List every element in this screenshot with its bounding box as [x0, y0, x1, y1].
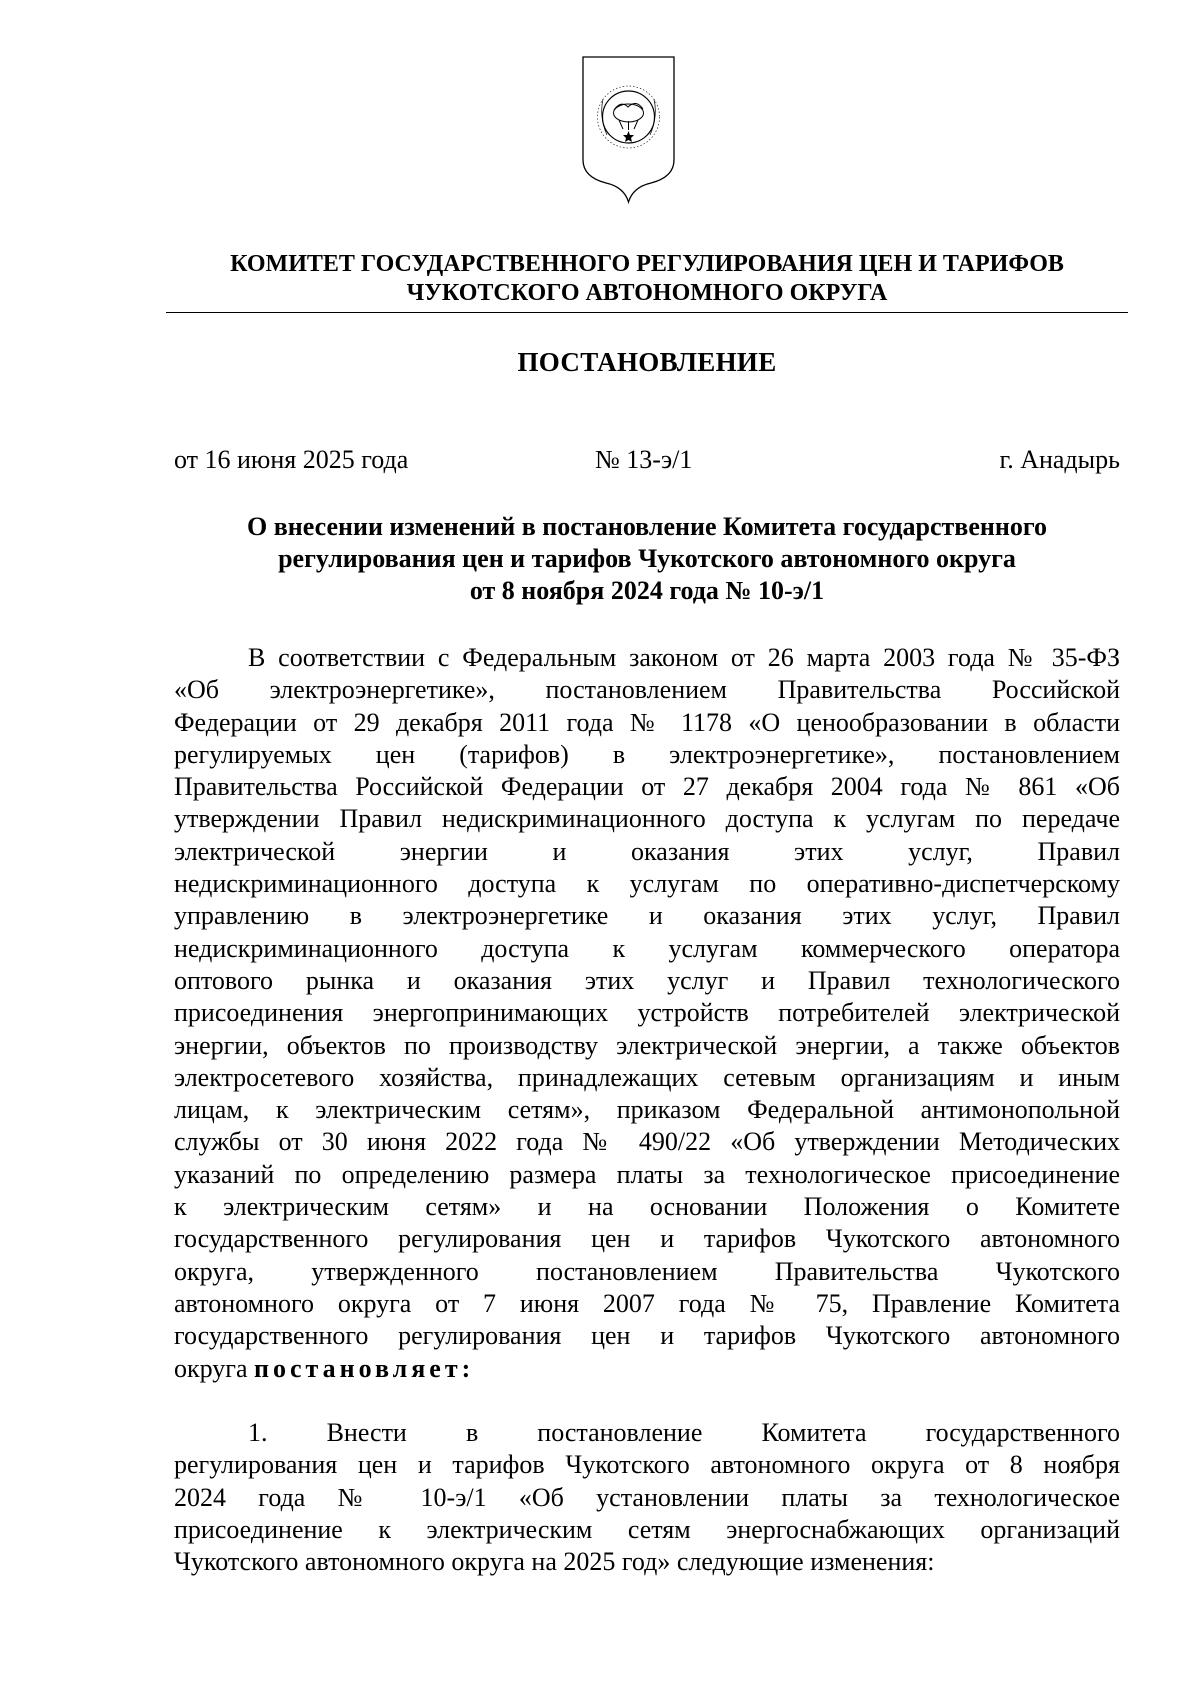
preamble-line: службы от 30 июня 2022 года № 490/22 «Об утверждении Методических — [174, 1127, 1120, 1157]
preamble-line: указаний по определению размера платы за технологическое присоединение — [174, 1159, 1120, 1189]
item-1-line: регулирования цен и тарифов Чукотского автономного округа от 8 ноября — [174, 1450, 1120, 1480]
preamble-line: электрической энергии и оказания этих услуг, Правил — [174, 836, 1120, 866]
preamble-line: управлению в электроэнергетике и оказания этих услуг, Правил — [174, 901, 1120, 931]
preamble-line: регулируемых цен (тарифов) в электроэнергетике», постановлением — [174, 739, 1120, 769]
preamble-line: лицам, к электрическим сетям», приказом Федеральной антимонопольной — [174, 1095, 1120, 1125]
preamble-line: энергии, объектов по производству электрической энергии, а также объектов — [174, 1030, 1120, 1060]
preamble-final-prefix: округа — [174, 1353, 254, 1383]
document-number: № 13-э/1 — [595, 445, 693, 474]
preamble-line: электросетевого хозяйства, принадлежащих сетевым организациям и иным — [174, 1062, 1120, 1092]
preamble-line: «Об электроэнергетике», постановлением Правительства Российской — [174, 675, 1120, 705]
org-name-line-2: ЧУКОТСКОГО АВТОНОМНОГО ОКРУГА — [406, 280, 888, 306]
org-name-line-1: КОМИТЕТ ГОСУДАРСТВЕННОГО РЕГУЛИРОВАНИЯ ЦЕН И ТАРИФОВ — [230, 251, 1064, 277]
preamble-line: утверждении Правил недискриминационного доступа к услугам по передаче — [174, 804, 1120, 834]
item-1-line: 2024 года № 10-э/1 «Об установлении платы за технологическое — [174, 1482, 1120, 1512]
document-title-line-3: от 8 ноября 2024 года № 10-э/1 — [469, 576, 825, 605]
document-date: от 16 июня 2025 года — [174, 445, 409, 474]
preamble-line: автономного округа от 7 июня 2007 года № 75, Правление Комитета — [174, 1288, 1120, 1318]
preamble-line: Правительства Российской Федерации от 27 декабря 2004 года № 861 «Об — [174, 772, 1120, 802]
preamble-line: недискриминационного доступа к услугам коммерческого оператора — [174, 933, 1120, 963]
preamble-line: присоединения энергопринимающих устройств потребителей электрической — [174, 998, 1120, 1028]
item-1-line: Чукотского автономного округа на 2025 год» следующие изменения: — [174, 1547, 935, 1577]
preamble-line: государственного регулирования цен и тарифов Чукотского автономного — [174, 1224, 1120, 1254]
preamble-line: государственного регулирования цен и тарифов Чукотского автономного — [174, 1321, 1120, 1351]
preamble-line: к электрическим сетям» и на основании Положения о Комитете — [174, 1192, 1120, 1222]
item-1-paragraph — [174, 1417, 1120, 1578]
document-title-line-2: регулирования цен и тарифов Чукотского автономного округа — [278, 544, 1016, 573]
header-divider — [166, 312, 1128, 313]
coat-of-arms-emblem — [581, 55, 676, 205]
preamble-paragraph — [174, 642, 1120, 1385]
document-title-line-1: О внесении изменений в постановление Комитета государственного — [246, 512, 1048, 541]
preamble-line: недискриминационного доступа к услугам по оперативно-диспетчерскому — [174, 869, 1120, 899]
item-1-line: 1. Внести в постановление Комитета государственного — [248, 1418, 1120, 1447]
preamble-line: оптового рынка и оказания этих услуг и Правил технологического — [174, 965, 1120, 995]
preamble-final-line — [174, 1353, 1120, 1385]
resolves-keyword: постановляет: — [254, 1353, 475, 1383]
preamble-line: округа, утвержденного постановлением Правительства Чукотского — [174, 1256, 1120, 1286]
document-city: г. Анадырь — [999, 445, 1120, 474]
preamble-line: Федерации от 29 декабря 2011 года № 1178 «О ценообразовании в области — [174, 707, 1120, 737]
preamble-line: В соответствии с Федеральным законом от 26 марта 2003 года № 35-ФЗ — [248, 643, 1120, 672]
item-1-line: присоединение к электрическим сетям энергоснабжающих организаций — [174, 1514, 1120, 1544]
document-type-heading: ПОСТАНОВЛЕНИЕ — [517, 347, 777, 377]
